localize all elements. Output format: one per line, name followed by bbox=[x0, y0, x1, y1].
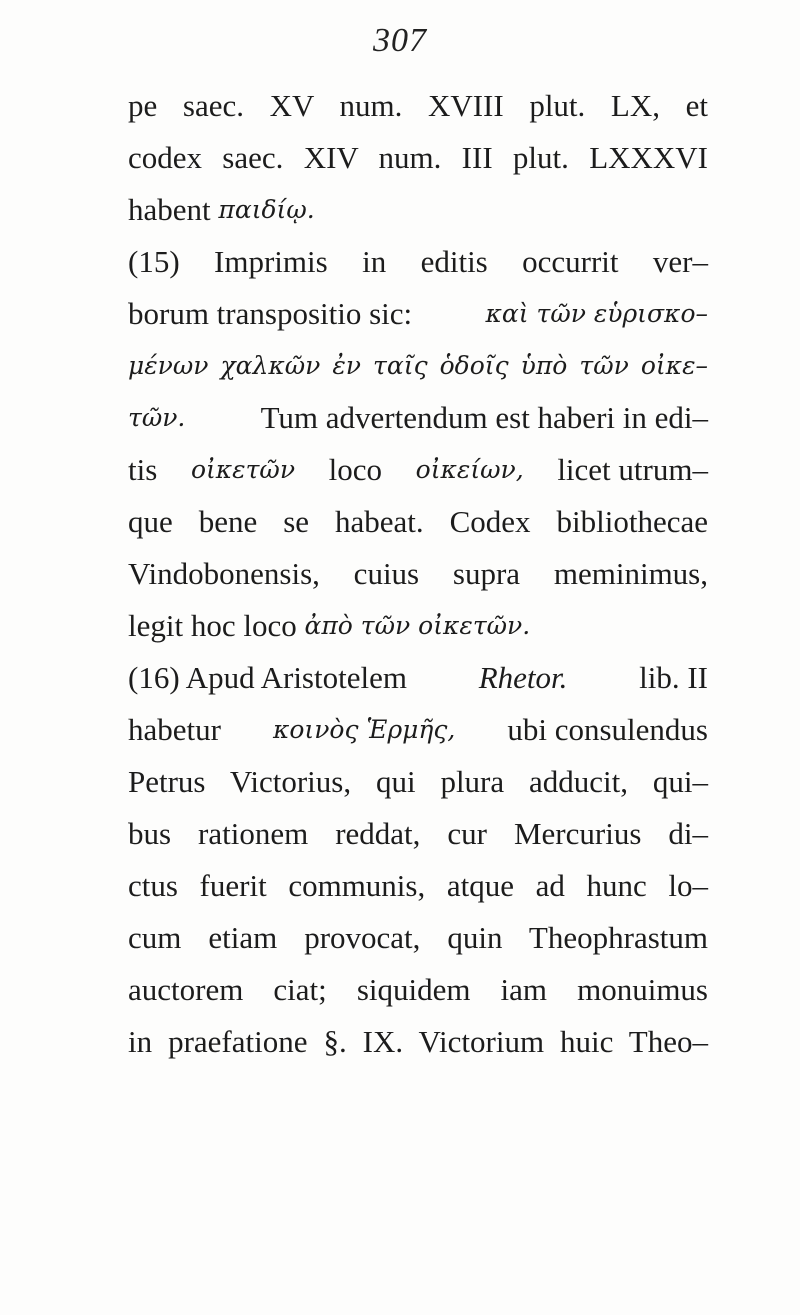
text-line-11: legit hoc loco ἀπὸ τῶν οἰκετῶν. bbox=[128, 600, 708, 652]
text-line-10: Vindobonensis, cuius supra meminimus, bbox=[128, 556, 708, 591]
text-line-15: bus rationem reddat, cur Mercurius di– bbox=[128, 816, 708, 851]
italic-title: Rhetor. bbox=[478, 660, 568, 695]
text-line-8: tis οἰκετῶν loco οἰκείων, licet utrum– bbox=[128, 444, 708, 496]
greek-phrase: παιδίῳ. bbox=[218, 195, 315, 224]
text-line-9: que bene se habeat. Codex bibliothecae bbox=[128, 504, 708, 539]
body-text bbox=[128, 80, 708, 1068]
greek-phrase: οἰκείων, bbox=[415, 455, 524, 484]
text-line-12: (16) Apud Aristotelem Rhetor. lib. II bbox=[128, 652, 708, 704]
greek-phrase: ἀπὸ τῶν οἰκετῶν. bbox=[304, 611, 531, 640]
greek-phrase: μένων χαλκῶν ἐν ταῖς ὁδοῖς ὑπὸ τῶν οἰκε– bbox=[128, 351, 708, 380]
greek-phrase: κοινὸς Ἑρμῆς, bbox=[272, 715, 456, 744]
text-line-1: pe saec. XV num. XVIII plut. LX, et bbox=[128, 88, 708, 123]
text-line-3: habent παιδίῳ. bbox=[128, 184, 708, 236]
text-line-5: borum transpositio sic: καὶ τῶν εὑρισκο– bbox=[128, 288, 708, 340]
greek-phrase: τῶν. bbox=[128, 403, 186, 432]
text-line-18: auctorem ciat; siquidem iam monuimus bbox=[128, 972, 708, 1007]
greek-phrase: καὶ τῶν εὑρισκο– bbox=[485, 299, 708, 328]
text-line-13: habetur κοινὸς Ἑρμῆς, ubi consulendus bbox=[128, 704, 708, 756]
text-line-14: Petrus Victorius, qui plura adducit, qui– bbox=[128, 764, 708, 799]
text-line-19: in praefatione §. IX. Victorium huic Theo– bbox=[128, 1024, 708, 1059]
text-line-16: ctus fuerit communis, atque ad hunc lo– bbox=[128, 868, 708, 903]
text-line-2: codex saec. XIV num. III plut. LXXXVI bbox=[128, 140, 708, 175]
text-line-7: τῶν. Tum advertendum est haberi in edi– bbox=[128, 392, 708, 444]
greek-phrase: οἰκετῶν bbox=[190, 455, 296, 484]
page-number: 307 bbox=[373, 22, 427, 59]
text-line-17: cum etiam provocat, quin Theophrastum bbox=[128, 920, 708, 955]
text-line-6 bbox=[128, 340, 708, 392]
text-line-4: (15) Imprimis in editis occurrit ver– bbox=[128, 244, 708, 279]
